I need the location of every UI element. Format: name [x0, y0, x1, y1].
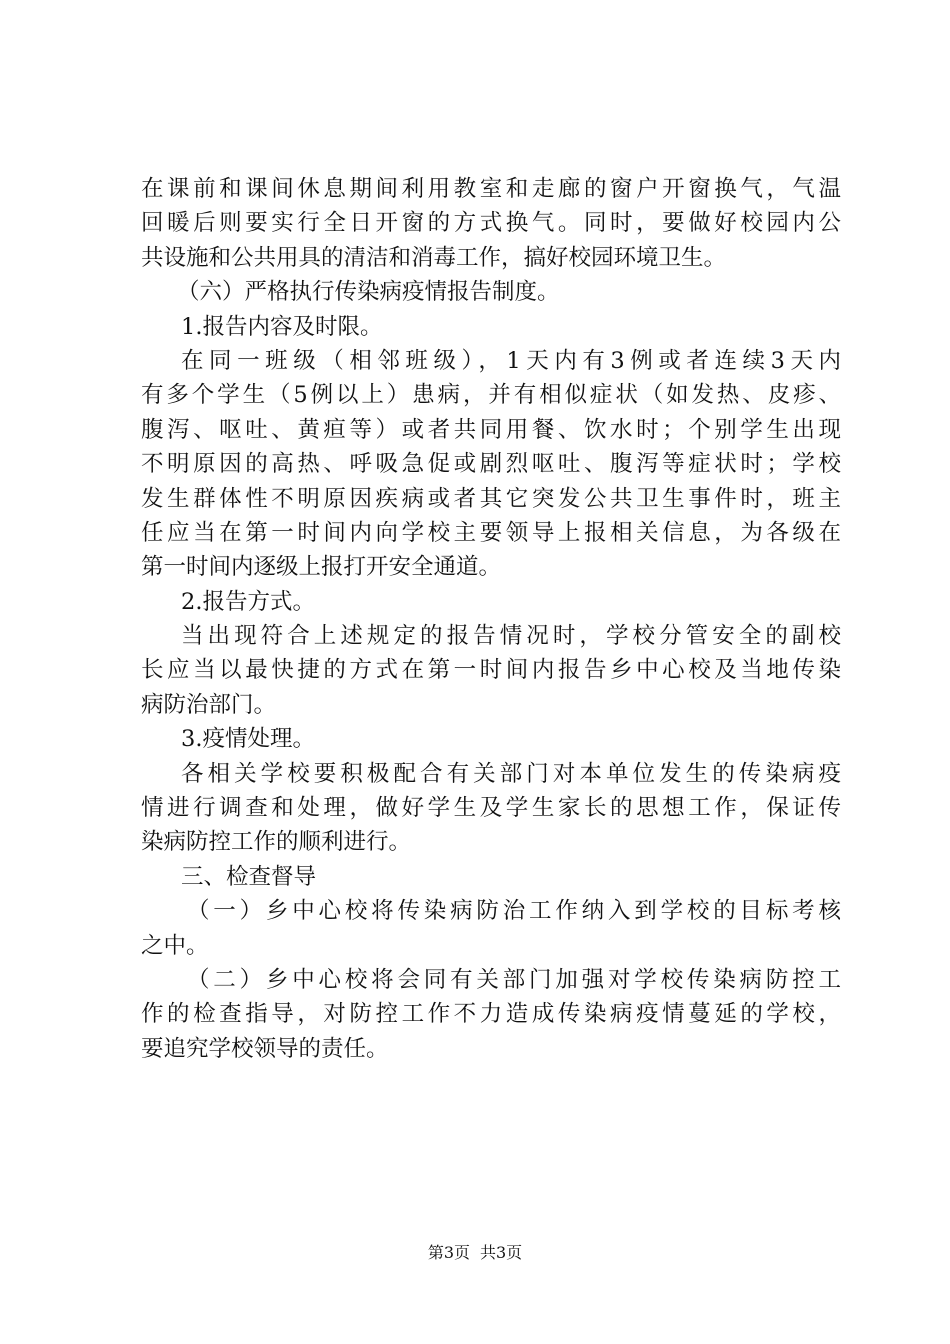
document-body [141, 172, 841, 1066]
body-line: 之中。 [141, 932, 209, 959]
body-line: 当出现符合上述规定的报告情况时，学校分管安全的副校 [181, 623, 841, 650]
body-line: 情进行调查和处理，做好学生及学生家长的思想工作，保证传 [141, 795, 841, 822]
page-total: 共3页 [480, 1243, 523, 1262]
body-line: 各相关学校要积极配合有关部门对本单位发生的传染病疫 [181, 760, 841, 787]
body-line: 任应当在第一时间内向学校主要领导上报相关信息，为各级在 [141, 519, 841, 546]
body-line: 共设施和公共用具的清洁和消毒工作，搞好校园环境卫生。 [141, 244, 727, 271]
subsection-heading: 1.报告内容及时限。 [181, 313, 383, 340]
body-line: 作的检查指导，对防控工作不力造成传染病疫情蔓延的学校， [141, 1001, 841, 1028]
body-line: 在课前和课间休息期间利用教室和走廊的窗户开窗换气，气温 [141, 176, 841, 202]
subsection-heading: 3.疫情处理。 [181, 726, 315, 753]
page-footer [0, 1243, 950, 1263]
body-line: 发生群体性不明原因疾病或者其它突发公共卫生事件时，班主 [141, 485, 841, 512]
page-number: 第3页 [427, 1243, 470, 1262]
body-line: 回暖后则要实行全日开窗的方式换气。同时，要做好校园内公 [141, 210, 841, 237]
body-line: 第一时间内逐级上报打开安全通道。 [141, 554, 502, 581]
body-line: 不明原因的高热、呼吸急促或剧烈呕吐、腹泻等症状时；学校 [141, 451, 841, 478]
body-line: （二）乡中心校将会同有关部门加强对学校传染病防控工 [187, 966, 841, 993]
subsection-heading: 2.报告方式。 [181, 588, 315, 615]
body-line: 有多个学生（5例以上）患病，并有相似症状（如发热、皮疹、 [141, 382, 841, 409]
body-line: 在同一班级（相邻班级），1天内有3例或者连续3天内 [181, 347, 841, 374]
section-heading: 三、检查督导 [181, 863, 317, 890]
body-line: 染病防控工作的顺利进行。 [141, 829, 412, 856]
body-line: （一）乡中心校将传染病防治工作纳入到学校的目标考核 [187, 898, 841, 925]
body-line: 要追究学校领导的责任。 [141, 1035, 389, 1062]
body-line: 长应当以最快捷的方式在第一时间内报告乡中心校及当地传染 [141, 657, 841, 684]
section-heading: （六）严格执行传染病疫情报告制度。 [177, 279, 560, 306]
body-line: 病防治部门。 [141, 691, 277, 718]
body-line: 腹泻、呕吐、黄疸等）或者共同用餐、饮水时；个别学生出现 [141, 416, 841, 443]
